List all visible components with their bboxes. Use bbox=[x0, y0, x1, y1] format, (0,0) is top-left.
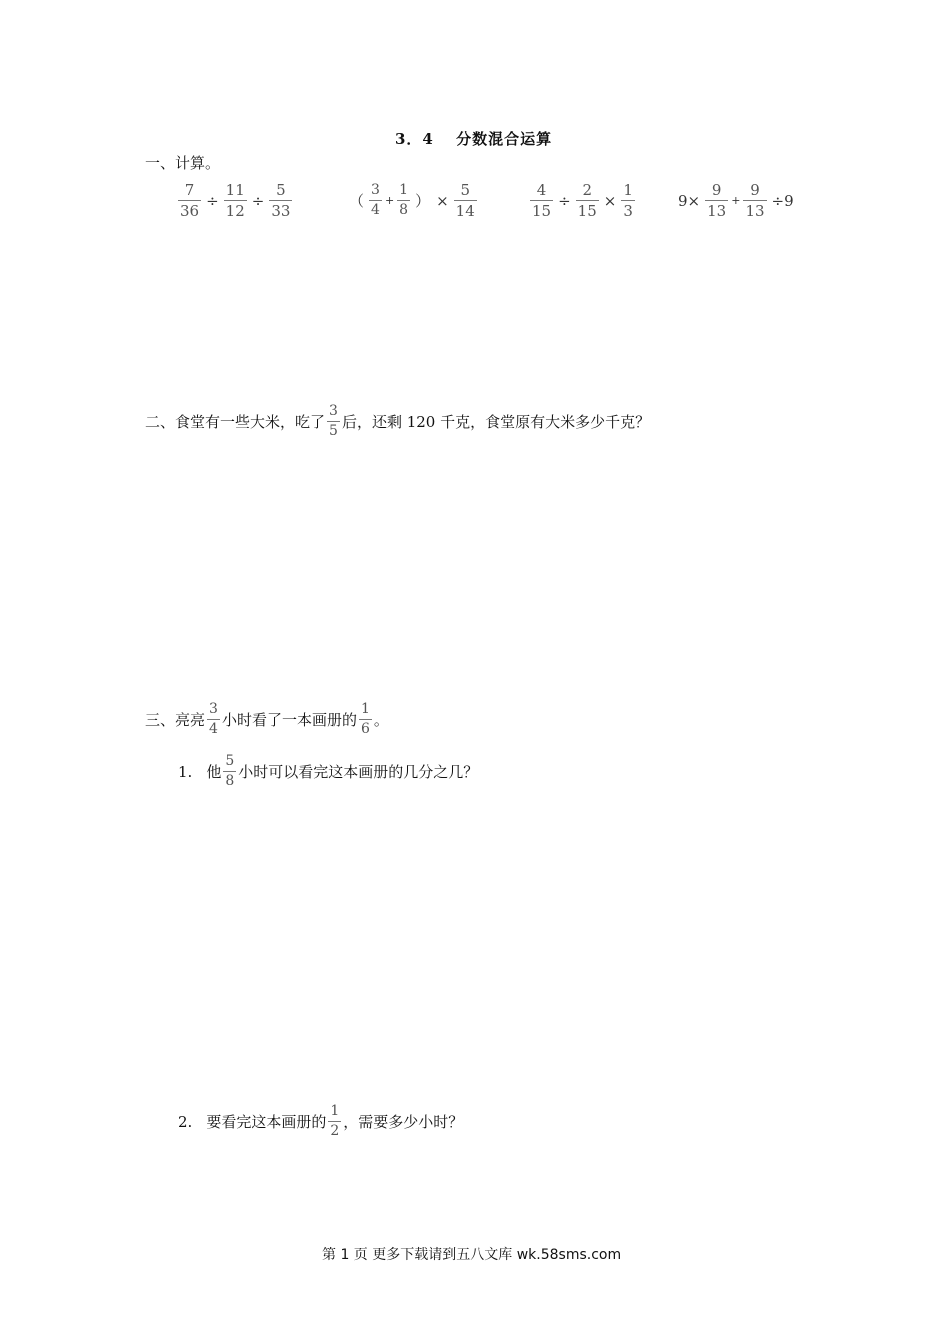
operator: × bbox=[436, 191, 449, 210]
fraction: $\frac{9}{13}$ bbox=[745, 181, 765, 220]
fraction: $\frac{1}{8}$ bbox=[399, 182, 409, 218]
fraction: $\frac{3}{5}$ bbox=[329, 403, 338, 439]
fraction: $\frac{7}{36}$ bbox=[180, 181, 200, 220]
operator: + bbox=[384, 194, 395, 207]
operator: ÷ bbox=[251, 191, 265, 210]
expression-3 bbox=[528, 180, 637, 221]
question-text: 三、亮亮 bbox=[145, 711, 206, 729]
fraction: $\frac{2}{15}$ bbox=[577, 181, 597, 220]
fraction: $\frac{5}{8}$ bbox=[225, 753, 235, 789]
fraction: $\frac{1}{2}$ bbox=[330, 1103, 340, 1139]
fraction: $\frac{3}{4}$ bbox=[209, 701, 218, 737]
right-paren: ） bbox=[415, 192, 431, 210]
fraction: $\frac{5}{33}$ bbox=[271, 181, 291, 220]
question-text: 小时看了一本画册的 bbox=[221, 711, 357, 729]
operator: ÷ bbox=[558, 191, 571, 210]
fraction: $\frac{1}{6}$ bbox=[360, 701, 370, 737]
fraction: $\frac{9}{13}$ bbox=[707, 181, 727, 220]
page-footer: 第 1 页 更多下载请到五八文库 wk.58sms.com bbox=[322, 1247, 622, 1263]
expression-1 bbox=[176, 180, 294, 221]
section-1-heading: 一、计算。 bbox=[145, 154, 221, 172]
section-3-question bbox=[145, 700, 389, 739]
question-text: 后，还剩 120 千克，食堂原有大米多少千克？ bbox=[341, 413, 651, 431]
fraction: $\frac{5}{14}$ bbox=[455, 181, 475, 220]
question-text: 。 bbox=[373, 711, 389, 729]
page-title: 3．4 分数混合运算 bbox=[395, 130, 553, 148]
left-paren: （ bbox=[349, 192, 365, 210]
fraction: $\frac{4}{15}$ bbox=[532, 181, 552, 220]
expression-tail: ÷9 bbox=[771, 191, 794, 210]
question-text: 小时可以看完这本画册的几分之几？ bbox=[238, 763, 479, 781]
sub-question-2 bbox=[178, 1102, 463, 1141]
fraction: $\frac{1}{3}$ bbox=[623, 181, 633, 220]
question-text: 他 bbox=[206, 763, 222, 781]
fraction: $\frac{3}{4}$ bbox=[371, 182, 380, 218]
operator: × bbox=[603, 191, 617, 210]
section-2-question bbox=[145, 402, 650, 441]
question-text: 要看完这本画册的 bbox=[206, 1113, 327, 1131]
fraction: $\frac{11}{12}$ bbox=[225, 181, 245, 220]
expression-4 bbox=[678, 180, 797, 221]
sub-question-1 bbox=[178, 752, 478, 791]
expression-lead: 9× bbox=[678, 191, 701, 210]
question-number: 1. bbox=[178, 762, 193, 781]
operator: + bbox=[731, 194, 741, 207]
operator: ÷ bbox=[206, 191, 219, 210]
question-number: 2. bbox=[178, 1112, 193, 1131]
question-text: 二、食堂有一些大米，吃了 bbox=[145, 413, 326, 431]
expression-2 bbox=[346, 180, 479, 221]
question-text: ，需要多少小时？ bbox=[343, 1113, 464, 1131]
